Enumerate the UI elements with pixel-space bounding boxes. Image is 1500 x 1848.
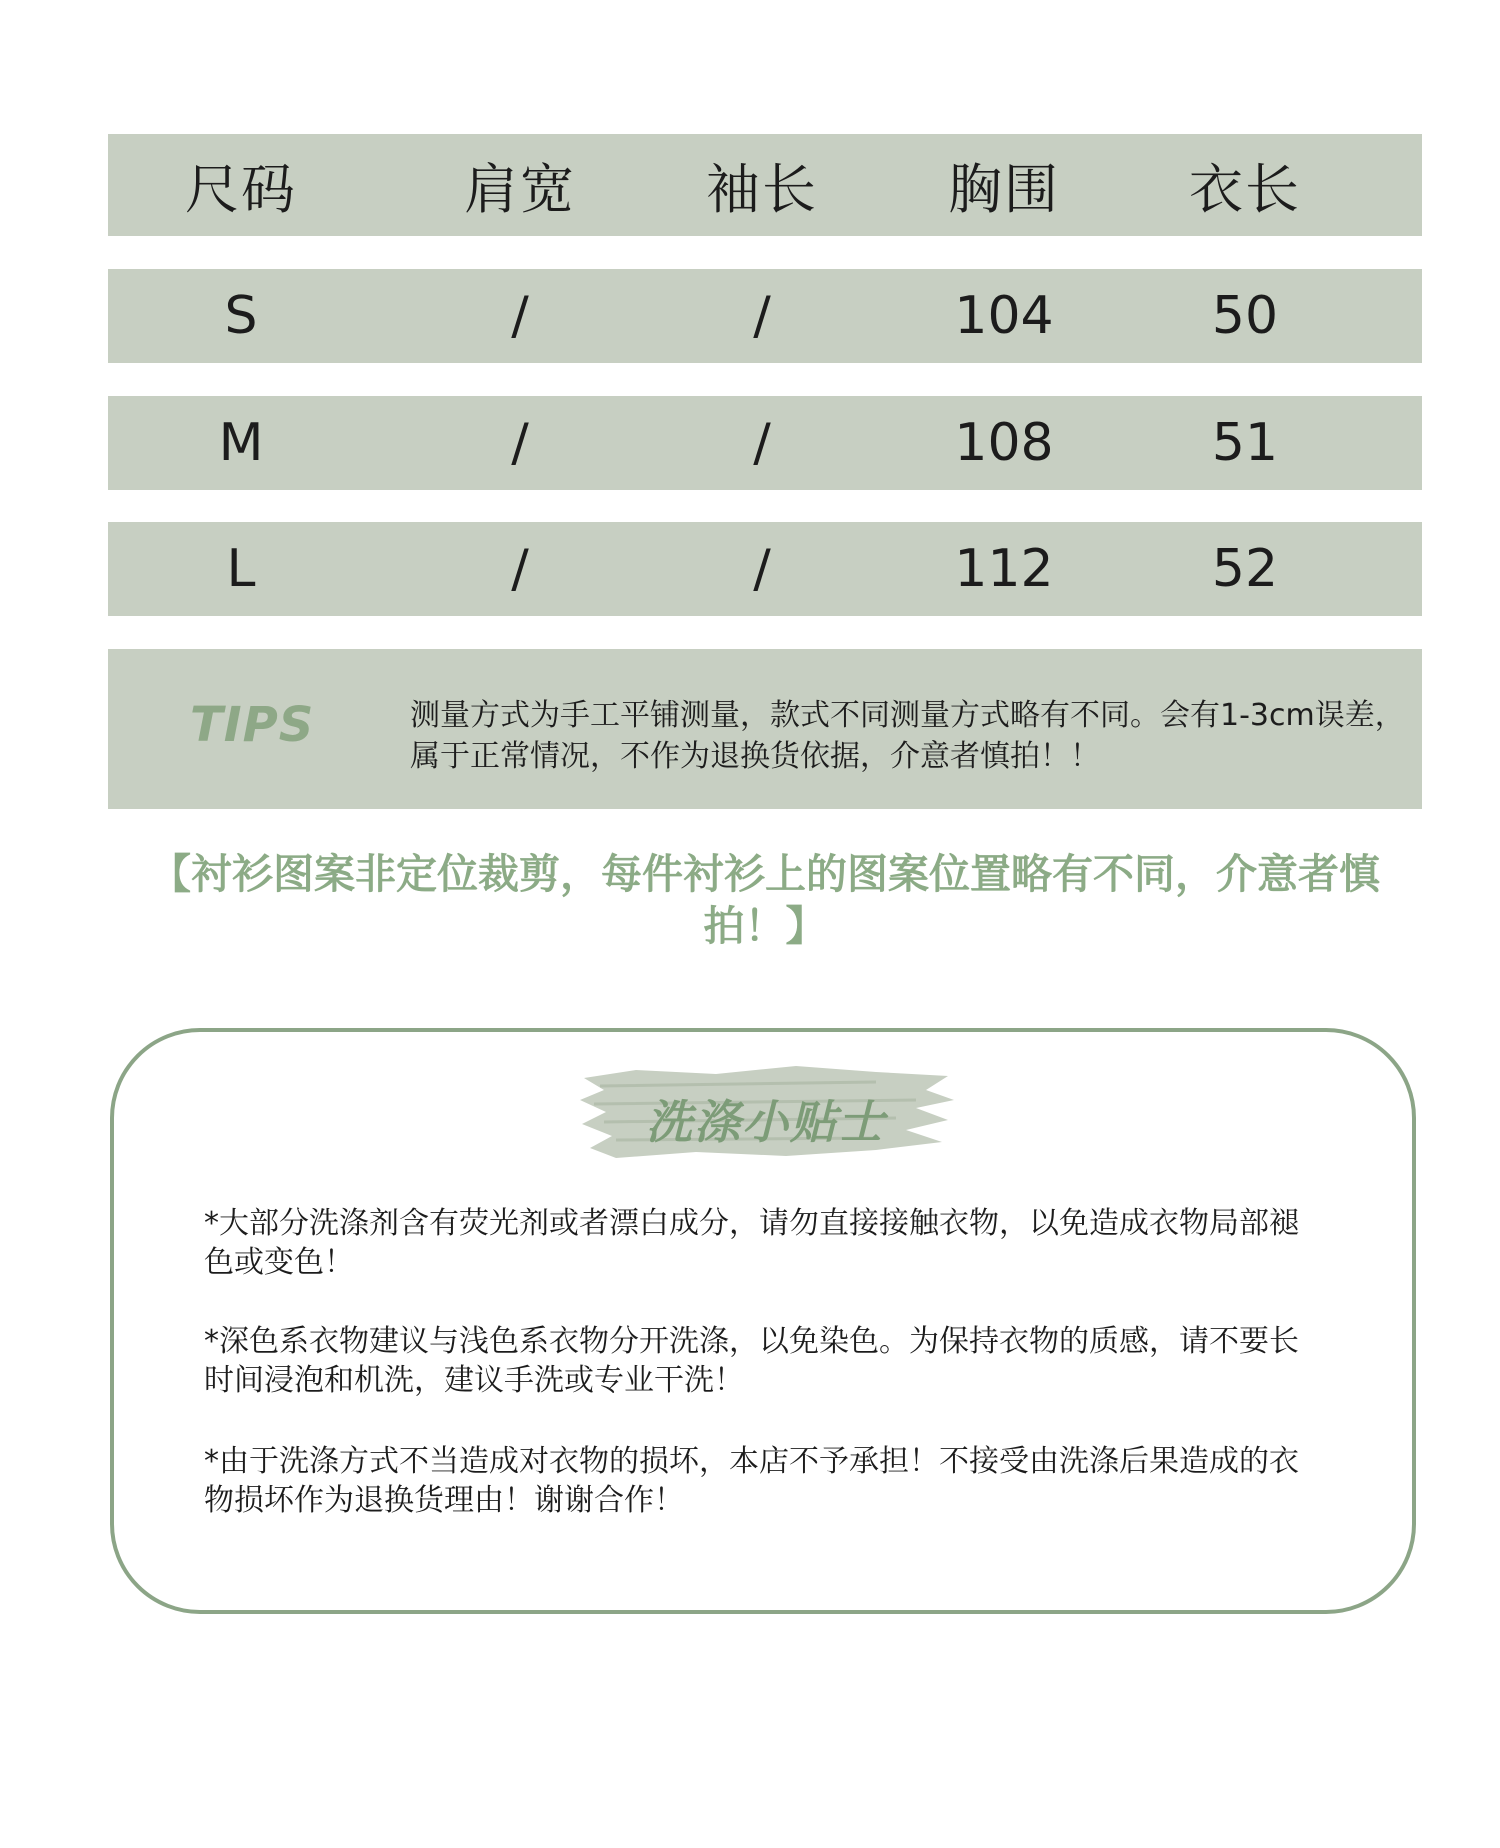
care-tips-box [110, 1028, 1416, 1614]
table-row [108, 269, 1422, 363]
header-chest: 胸围 [948, 157, 1060, 221]
cell-length: 51 [1211, 413, 1279, 473]
tips-label: TIPS [190, 697, 315, 753]
cell-size: M [218, 413, 264, 473]
cell-sleeve: / [753, 413, 771, 473]
size-table-header [108, 134, 1422, 236]
header-size: 尺码 [185, 157, 297, 221]
pattern-notice: 【衬衫图案非定位裁剪，每件衬衫上的图案位置略有不同，介意者慎拍！】 [150, 850, 1380, 950]
tips-text: 测量方式为手工平铺测量，款式不同测量方式略有不同。会有1-3cm误差，属于正常情况，不作为退换货依据，介意者慎拍！！ [410, 698, 1405, 774]
cell-sleeve: / [753, 286, 771, 346]
care-title: 洗涤小贴士 [646, 1095, 886, 1149]
cell-chest: 112 [954, 539, 1054, 599]
table-row [108, 522, 1422, 616]
cell-chest: 104 [954, 286, 1054, 346]
care-item: *由于洗涤方式不当造成对衣物的损坏，本店不予承担！不接受由洗涤后果造成的衣物损坏作为退换货理由！谢谢合作！ [204, 1444, 1299, 1518]
header-shoulder: 肩宽 [464, 157, 576, 221]
cell-chest: 108 [954, 413, 1054, 473]
cell-shoulder: / [511, 413, 529, 473]
cell-sleeve: / [753, 539, 771, 599]
cell-shoulder: / [511, 286, 529, 346]
table-row [108, 396, 1422, 490]
cell-size: S [224, 286, 258, 346]
care-item: *深色系衣物建议与浅色系衣物分开洗涤，以免染色。为保持衣物的质感，请不要长时间浸泡和机洗，建议手洗或专业干洗！ [204, 1324, 1299, 1398]
cell-shoulder: / [511, 539, 529, 599]
cell-length: 52 [1211, 539, 1279, 599]
cell-length: 50 [1211, 286, 1279, 346]
header-length: 衣长 [1189, 157, 1301, 221]
header-sleeve: 袖长 [706, 157, 818, 221]
care-item: *大部分洗涤剂含有荧光剂或者漂白成分，请勿直接接触衣物，以免造成衣物局部褪色或变色！ [204, 1206, 1299, 1280]
cell-size: L [226, 539, 256, 599]
tips-box [108, 649, 1422, 809]
